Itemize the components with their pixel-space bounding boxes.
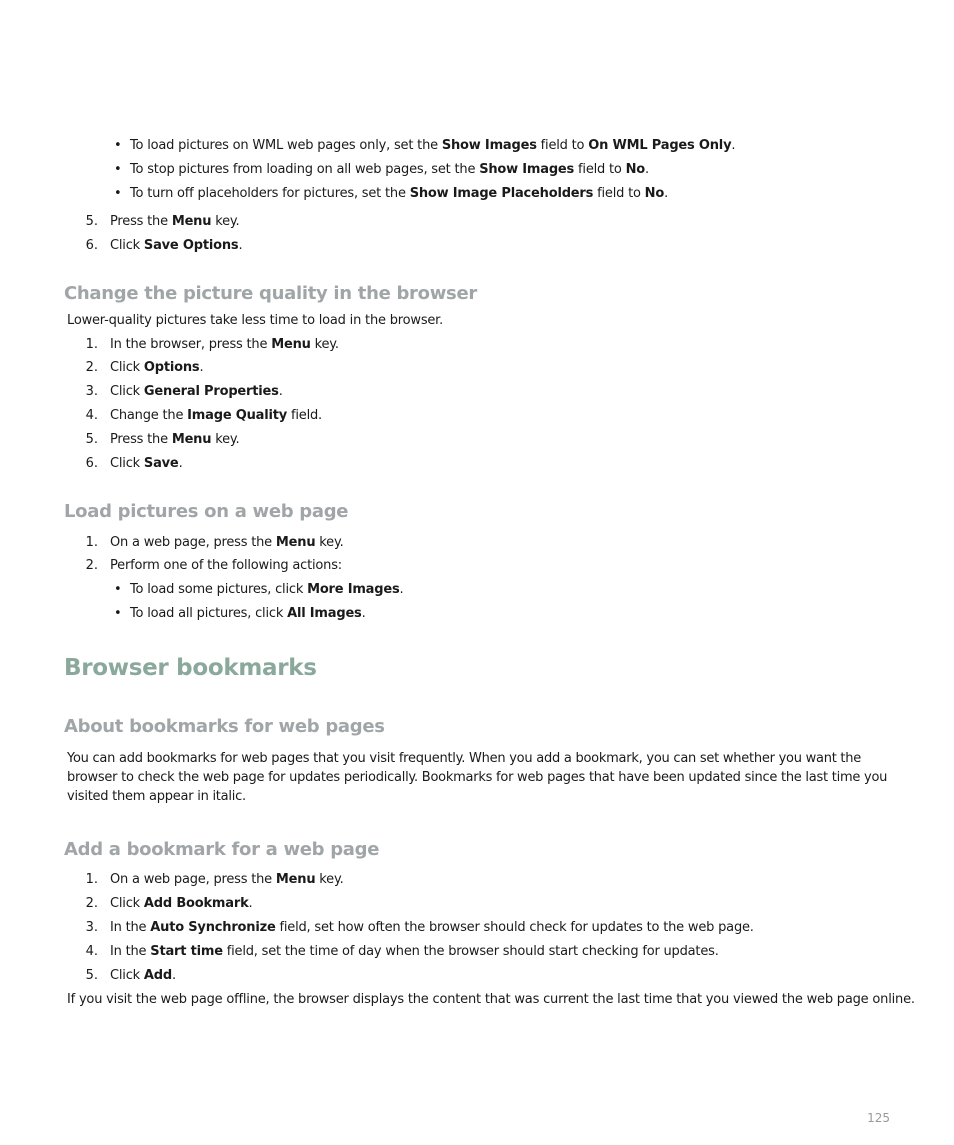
bullet-marker: •: [114, 606, 122, 621]
step-number: 2.: [85, 558, 98, 573]
step-text: In the browser, press the Menu key.: [110, 337, 339, 352]
step-number: 3.: [85, 384, 98, 399]
bullet-marker: •: [114, 582, 122, 597]
list-item: To load all pictures, click All Images.: [130, 606, 366, 621]
step-number: 1.: [85, 535, 98, 550]
step-text: Click Add Bookmark.: [110, 896, 253, 911]
section-heading-add-bookmark: Add a bookmark for a web page: [64, 839, 380, 860]
section-heading-quality: Change the picture quality in the browser: [64, 283, 477, 304]
step-text: Click General Properties.: [110, 384, 283, 399]
section-heading-load: Load pictures on a web page: [64, 501, 349, 522]
step-number: 6.: [85, 238, 98, 253]
about-bookmarks-paragraph: You can add bookmarks for web pages that you visit frequently. When you add a bookmark, you can set whether you want the browser to check the web page for updates periodically. Bookmarks for web pages that have been updated since the last time you visited them appear in italic.: [67, 751, 888, 804]
step-number: 4.: [85, 944, 98, 959]
bullet-marker: •: [114, 162, 122, 177]
step-text: On a web page, press the Menu key.: [110, 535, 344, 550]
step-number: 5.: [85, 432, 98, 447]
section-heading-about-bookmarks: About bookmarks for web pages: [64, 716, 385, 737]
bullet-marker: •: [114, 138, 122, 153]
step-number: 2.: [85, 360, 98, 375]
step-text: Change the Image Quality field.: [110, 408, 322, 423]
step-number: 6.: [85, 456, 98, 471]
section-intro: Lower-quality pictures take less time to load in the browser.: [67, 313, 444, 328]
step-number: 5.: [85, 968, 98, 983]
step-text: On a web page, press the Menu key.: [110, 872, 344, 887]
step-number: 1.: [85, 872, 98, 887]
step-text: Click Save Options.: [110, 238, 243, 253]
bullet-marker: •: [114, 186, 122, 201]
list-item: To load some pictures, click More Images.: [130, 582, 404, 597]
list-item: To stop pictures from loading on all web pages, set the Show Images field to No.: [130, 162, 649, 177]
chapter-heading-bookmarks: Browser bookmarks: [64, 655, 317, 681]
list-item: To turn off placeholders for pictures, set the Show Image Placeholders field to No.: [130, 186, 669, 201]
step-number: 4.: [85, 408, 98, 423]
offline-note: If you visit the web page offline, the browser displays the content that was current the last time that you viewed the web page online.: [67, 992, 915, 1007]
step-text: Click Add.: [110, 968, 176, 983]
step-number: 2.: [85, 896, 98, 911]
step-number: 3.: [85, 920, 98, 935]
step-text: In the Start time field, set the time of day when the browser should start checking for updates.: [110, 944, 719, 959]
step-number: 1.: [85, 337, 98, 352]
step-text: Click Save.: [110, 456, 183, 471]
step-text: Press the Menu key.: [110, 432, 240, 447]
step-number: 5.: [85, 214, 98, 229]
page-number: 125: [867, 1111, 890, 1125]
step-text: In the Auto Synchronize field, set how often the browser should check for updates to the web page.: [110, 920, 754, 935]
step-text: Perform one of the following actions:: [110, 558, 342, 573]
list-item: To load pictures on WML web pages only, set the Show Images field to On WML Pages Only.: [130, 138, 736, 153]
step-text: Click Options.: [110, 360, 204, 375]
step-text: Press the Menu key.: [110, 214, 240, 229]
